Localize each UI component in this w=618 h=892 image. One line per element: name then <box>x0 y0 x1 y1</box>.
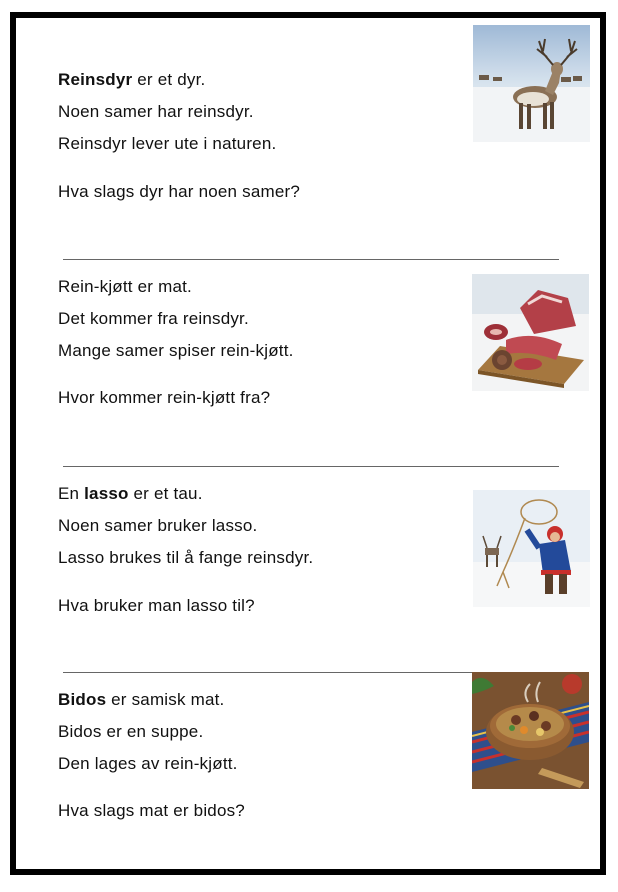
section-1-line-1: Reinsdyr er et dyr. <box>58 70 206 89</box>
section-3-line-3: Lasso brukes til å fange reinsdyr. <box>58 548 314 567</box>
section-2-question: Hvor kommer rein-kjøtt fra? <box>58 388 271 407</box>
divider-1 <box>63 259 559 260</box>
divider-2 <box>63 466 559 467</box>
section-2-line-1: Rein-kjøtt er mat. <box>58 277 192 296</box>
section-3-question: Hva bruker man lasso til? <box>58 596 255 615</box>
reindeer-image <box>473 25 590 142</box>
section-1-question: Hva slags dyr har noen samer? <box>58 182 301 201</box>
reindeer-meat-image <box>472 274 589 391</box>
section-4-question: Hva slags mat er bidos? <box>58 801 245 820</box>
bidos-soup-image <box>472 672 589 789</box>
section-3-line-2: Noen samer bruker lasso. <box>58 516 258 535</box>
section-4-line-1: Bidos er samisk mat. <box>58 690 225 709</box>
section-4-line-3: Den lages av rein-kjøtt. <box>58 754 238 773</box>
section-2-line-2: Det kommer fra reinsdyr. <box>58 309 249 328</box>
sami-lasso-image <box>473 490 590 607</box>
section-3-line-1: En lasso er et tau. <box>58 484 203 503</box>
worksheet-frame <box>10 12 606 875</box>
section-1-line-3: Reinsdyr lever ute i naturen. <box>58 134 277 153</box>
section-1-line-2: Noen samer har reinsdyr. <box>58 102 254 121</box>
section-4-line-2: Bidos er en suppe. <box>58 722 204 741</box>
section-2-line-3: Mange samer spiser rein-kjøtt. <box>58 341 294 360</box>
